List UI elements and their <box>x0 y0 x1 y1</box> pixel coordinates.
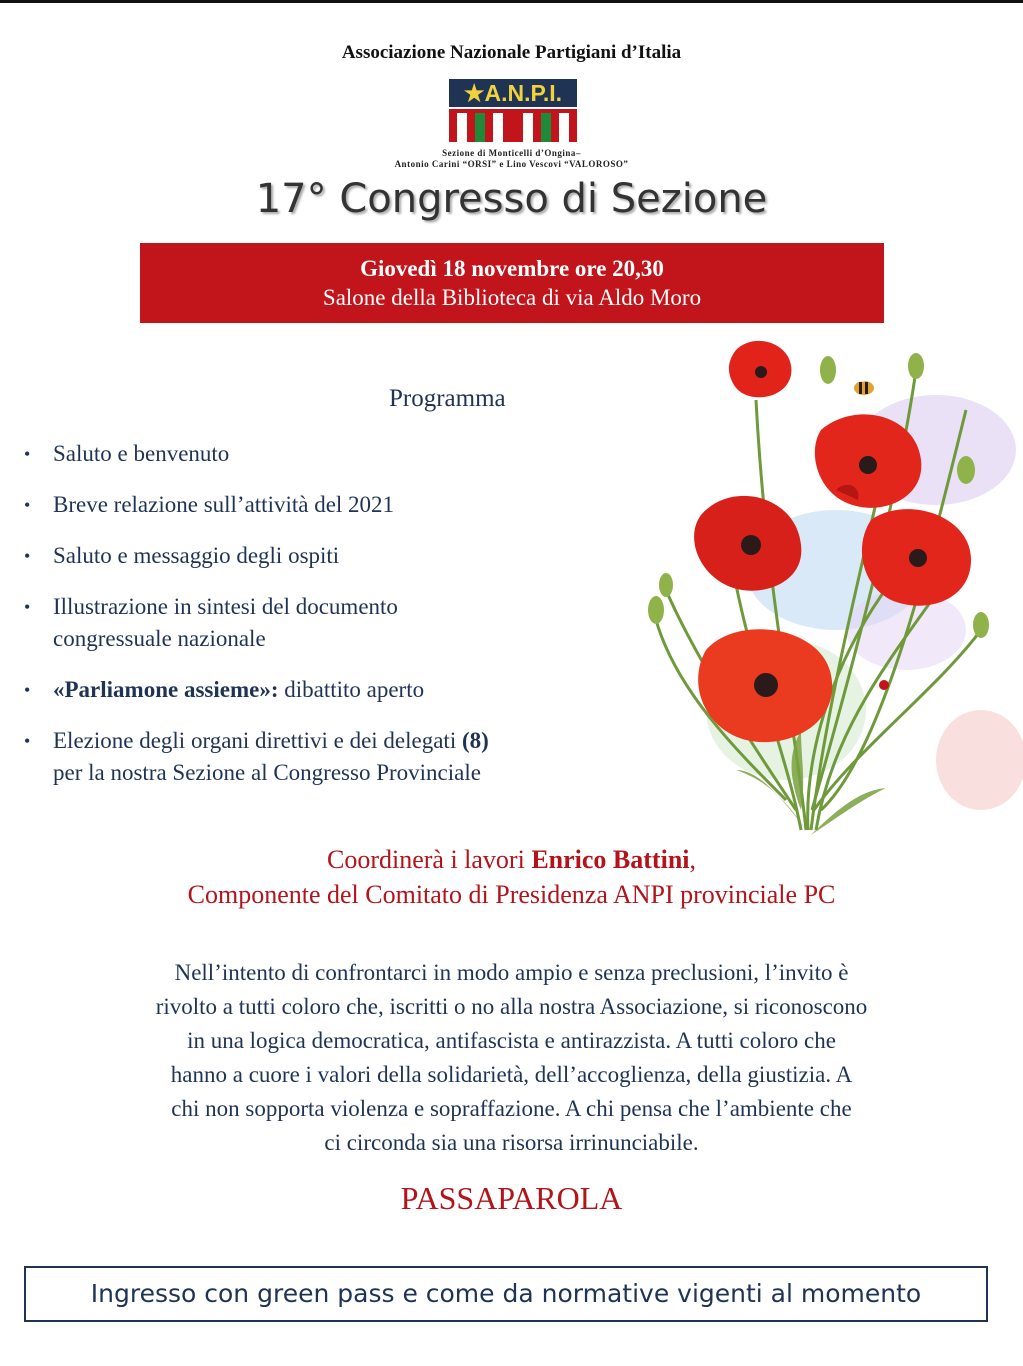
program-item <box>24 540 664 572</box>
program-item-highlight: «Parliamone assieme»: <box>53 677 279 702</box>
invitation-line: in una logica democratica, antifascista e antirazzista. A tutti coloro che <box>187 1028 836 1053</box>
bullet-icon: • <box>24 546 31 566</box>
invitation-line: rivolto a tutti coloro che, iscritti o no alla nostra Associazione, si riconoscono <box>155 994 868 1019</box>
program-title: Programma <box>389 385 506 412</box>
bee-icon <box>854 374 874 395</box>
program-item-text: Breve relazione sull’attività del 2021 <box>53 492 395 517</box>
invitation-line: Nell’intento di confrontarci in modo ampio e senza preclusioni, l’invito è <box>174 960 849 985</box>
event-place: Salone della Biblioteca di via Aldo Moro <box>322 285 702 310</box>
program-item-text: Saluto e messaggio degli ospiti <box>53 543 340 568</box>
invitation-line: ci circonda sia una risorsa irrinunciabile. <box>324 1130 699 1155</box>
top-border <box>0 0 1023 3</box>
bullet-icon: • <box>24 597 31 617</box>
closing-word: PASSAPAROLA <box>400 1180 623 1216</box>
poppy-illustration <box>636 330 1023 842</box>
program-item-text: dibattito aperto <box>278 677 425 702</box>
program-item <box>24 674 664 706</box>
entry-notice: Ingresso con green pass e come da normative vigenti al momento <box>24 1266 988 1322</box>
invitation-paragraph <box>30 956 993 1160</box>
page-title: 17° Congresso di Sezione <box>255 176 768 222</box>
coordinator-suffix: , <box>689 845 696 874</box>
section-caption <box>0 148 1023 170</box>
section-dedication: Antonio Carini “ORSI” e Lino Vescovi “VALOROSO” <box>394 159 629 169</box>
program-item-text-cont: congressuale nazionale <box>53 626 266 651</box>
bullet-icon: • <box>24 731 31 751</box>
svg-text:★A.N.P.I.: ★A.N.P.I. <box>463 80 563 106</box>
program-item <box>24 725 664 789</box>
delegates-count: (8) <box>461 728 489 753</box>
coordinator-block <box>0 842 1023 912</box>
bullet-icon: • <box>24 495 31 515</box>
event-banner <box>140 243 884 323</box>
coordinator-role: Componente del Comitato di Presidenza ANPI provinciale PC <box>187 880 836 909</box>
bullet-icon: • <box>24 680 31 700</box>
anpi-logo <box>449 79 577 142</box>
section-name: Sezione di Monticelli d’Ongina– <box>442 148 581 158</box>
coordinator-line <box>0 842 1023 877</box>
program-item-text: Elezione degli organi direttivi e dei delegati <box>53 728 462 753</box>
program-item <box>24 489 664 521</box>
association-name: Associazione Nazionale Partigiani d’Italia <box>341 42 682 63</box>
bullet-icon: • <box>24 444 31 464</box>
coordinator-name: Enrico Battini <box>531 845 690 874</box>
invitation-line: hanno a cuore i valori della solidarietà, dell’accoglienza, della giustizia. A <box>170 1062 853 1087</box>
program-item <box>24 591 664 655</box>
program-list <box>24 438 664 789</box>
program-item-text-cont: per la nostra Sezione al Congresso Provinciale <box>53 760 481 785</box>
program-item-text: Illustrazione in sintesi del documento <box>53 594 398 619</box>
program-item <box>24 438 664 470</box>
coordinator-prefix: Coordinerà i lavori <box>326 845 532 874</box>
invitation-line: chi non sopporta violenza e sopraffazione. A chi pensa che l’ambiente che <box>171 1096 852 1121</box>
program-item-text: Saluto e benvenuto <box>53 441 230 466</box>
event-date: Giovedì 18 novembre ore 20,30 <box>360 256 664 281</box>
